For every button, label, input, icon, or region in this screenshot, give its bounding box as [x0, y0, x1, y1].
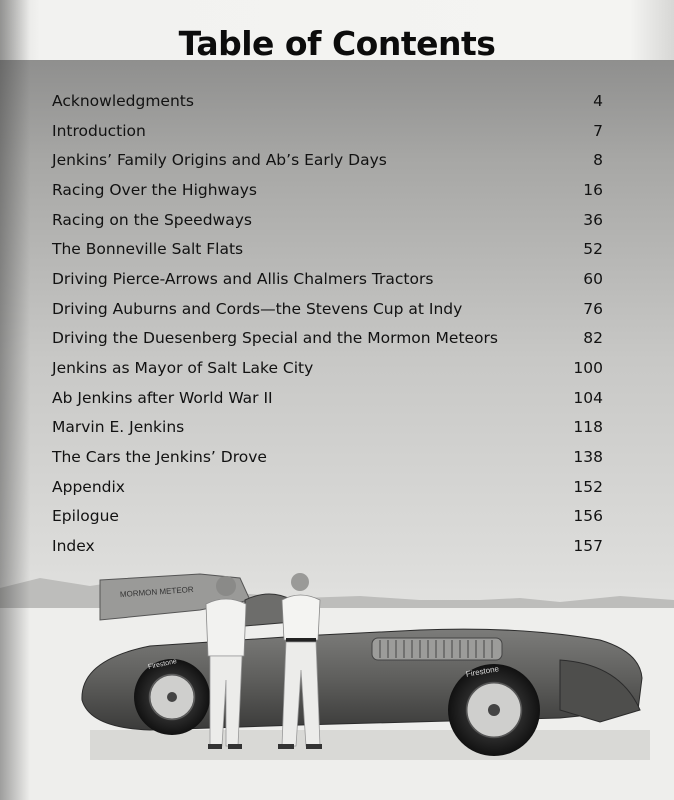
- toc-entry-page: 82: [583, 329, 603, 348]
- toc-entry-page: 157: [573, 537, 603, 556]
- toc-entry: [52, 116, 603, 146]
- toc-list: [52, 86, 603, 561]
- toc-entry-page: 152: [573, 477, 603, 496]
- toc-entry-label: Driving the Duesenberg Special and the Mormon Meteors: [52, 329, 498, 348]
- toc-entry-page: 156: [573, 507, 603, 526]
- toc-entry-label: The Bonneville Salt Flats: [52, 240, 244, 259]
- race-car-photo: [0, 560, 674, 800]
- front-wheel: [448, 664, 540, 756]
- toc-entry-label: Jenkins as Mayor of Salt Lake City: [52, 359, 314, 378]
- exhaust-grille: [372, 638, 502, 660]
- toc-entry-page: 76: [583, 299, 603, 318]
- toc-entry-page: 8: [593, 151, 603, 170]
- toc-entry-label: Racing Over the Highways: [52, 180, 257, 199]
- toc-entry-page: 60: [583, 269, 603, 288]
- toc-entry-page: 118: [573, 418, 603, 437]
- toc-entry: [52, 86, 603, 116]
- toc-entry-label: Ab Jenkins after World War II: [52, 388, 273, 407]
- toc-entry-page: 36: [583, 210, 603, 229]
- toc-entry-label: Marvin E. Jenkins: [52, 418, 185, 437]
- rear-tire-brand: Firestone: [147, 658, 178, 671]
- toc-entry: [52, 442, 603, 472]
- toc-entry-label: Driving Auburns and Cords—the Stevens Cup at Indy: [52, 299, 463, 318]
- toc-entry-label: Racing on the Speedways: [52, 210, 252, 229]
- toc-entry-page: 16: [583, 180, 603, 199]
- toc-entry: [52, 531, 603, 561]
- front-tire-brand: Firestone: [465, 664, 500, 679]
- toc-entry-page: 104: [573, 388, 603, 407]
- toc-entry-label: Epilogue: [52, 507, 119, 526]
- toc-entry: [52, 502, 603, 532]
- toc-entry: [52, 205, 603, 235]
- toc-entry: [52, 472, 603, 502]
- toc-entry: [52, 413, 603, 443]
- toc-entry: [52, 383, 603, 413]
- toc-entry-page: 100: [573, 359, 603, 378]
- toc-entry-label: Appendix: [52, 477, 125, 496]
- toc-entry-label: The Cars the Jenkins’ Drove: [52, 448, 267, 467]
- toc-entry-label: Acknowledgments: [52, 91, 194, 110]
- toc-entry-label: Introduction: [52, 121, 146, 140]
- toc-entry: [52, 264, 603, 294]
- car-lettering: MORMON METEOR: [119, 584, 194, 600]
- toc-entry: [52, 324, 603, 354]
- toc-entry-page: 138: [573, 448, 603, 467]
- toc-entry: [52, 234, 603, 264]
- page-title: Table of Contents: [178, 24, 496, 64]
- toc-entry-page: 7: [593, 121, 603, 140]
- toc-entry: [52, 145, 603, 175]
- toc-entry: [52, 294, 603, 324]
- toc-entry: [52, 175, 603, 205]
- toc-entry-label: Jenkins’ Family Origins and Ab’s Early Days: [52, 151, 387, 170]
- toc-entry-page: 52: [583, 240, 603, 259]
- toc-entry-page: 4: [593, 91, 603, 110]
- rear-wheel: [134, 659, 210, 735]
- toc-entry: [52, 353, 603, 383]
- toc-entry-label: Driving Pierce-Arrows and Allis Chalmers Tractors: [52, 269, 434, 288]
- toc-entry-label: Index: [52, 537, 95, 556]
